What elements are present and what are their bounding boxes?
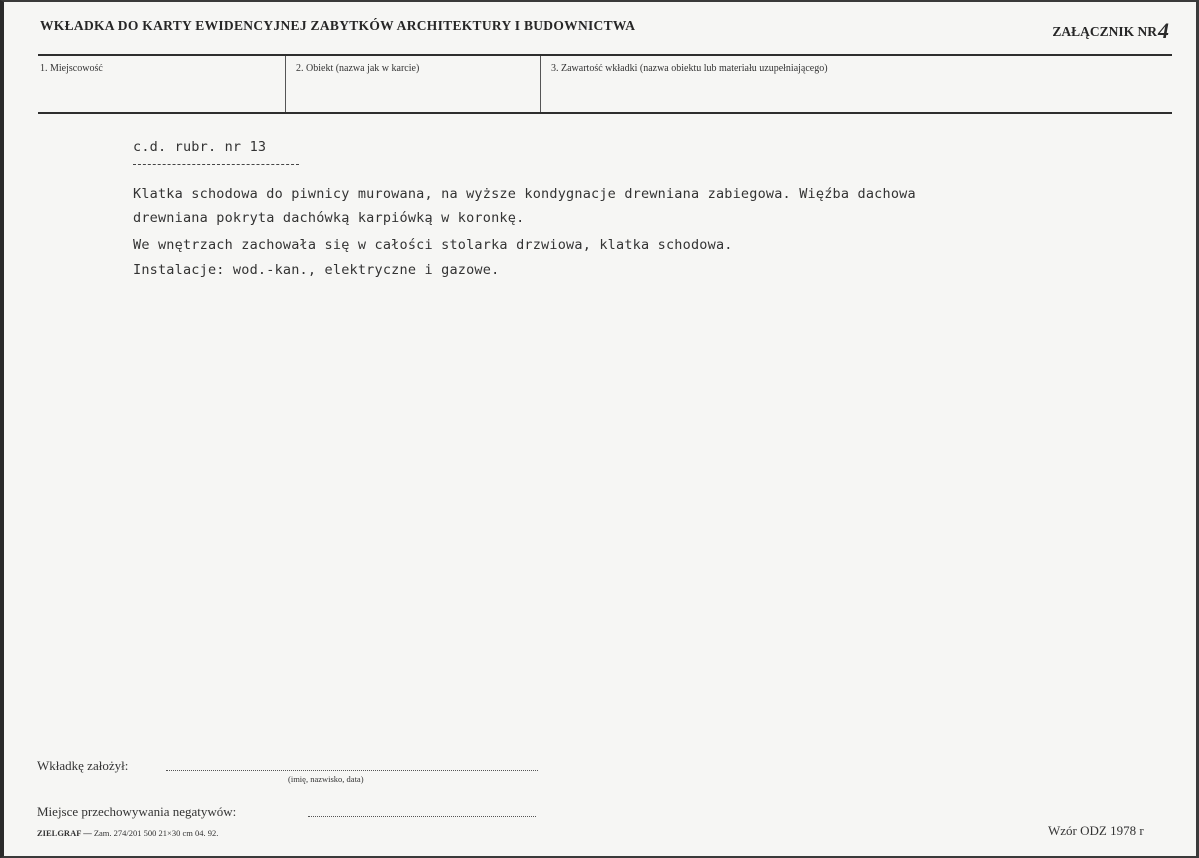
fields-bottom-divider <box>38 112 1172 114</box>
negatives-location-label: Miejsce przechowywania negatywów: <box>37 804 237 819</box>
continuation-heading: c.d. rubr. nr 13 <box>133 139 267 155</box>
body-line-4: Instalacje: wod.-kan., elektryczne i gazowe. <box>133 262 500 278</box>
created-by-line <box>166 770 538 771</box>
body-line-2: drewniana pokryta dachówką karpiówką w koronkę. <box>133 210 525 226</box>
attachment-label: ZAŁĄCZNIK NR <box>1052 24 1157 39</box>
created-by-label: Wkładkę założył: <box>37 758 129 773</box>
locality-field-label: 1. Miejscowość <box>40 63 103 74</box>
printer-name: ZIELGRAF — <box>37 828 92 838</box>
body-line-3: We wnętrzach zachowała się w całości stolarka drzwiowa, klatka schodowa. <box>133 237 733 253</box>
created-by-caption: (imię, nazwisko, data) <box>288 774 364 784</box>
field-separator-2 <box>540 56 541 112</box>
printer-order: Zam. 274/201 500 21×30 cm 04. 92. <box>93 828 219 838</box>
printer-imprint <box>37 828 218 838</box>
field-separator-1 <box>285 56 286 112</box>
header-divider <box>38 54 1172 56</box>
attachment-number-field <box>1052 16 1169 42</box>
object-field-label: 2. Obiekt (nazwa jak w karcie) <box>296 63 420 74</box>
body-line-1: Klatka schodowa do piwnicy murowana, na wyższe kondygnacje drewniana zabiegowa. Więźba dachowa <box>133 186 916 202</box>
contents-field-label: 3. Zawartość wkładki (nazwa obiektu lub materiału uzupełniającego) <box>551 63 828 74</box>
heading-underline <box>133 164 299 165</box>
attachment-number: 4 <box>1158 18 1169 43</box>
form-template-id: Wzór ODZ 1978 r <box>1048 823 1144 838</box>
negatives-location-line <box>308 816 536 817</box>
form-title: WKŁADKA DO KARTY EWIDENCYJNEJ ZABYTKÓW ARCHITEKTURY I BUDOWNICTWA <box>40 18 636 33</box>
